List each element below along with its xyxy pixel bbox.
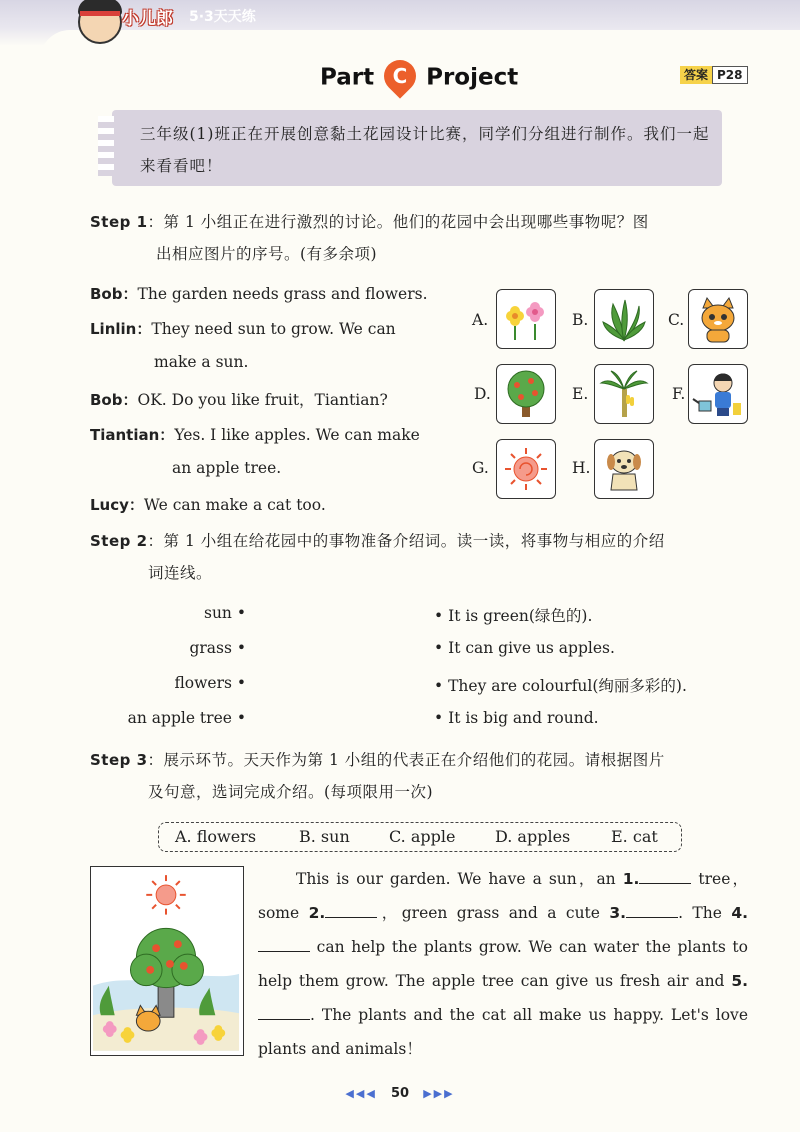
step2-instruction: Step 2：第 1 小组在给花园中的事物准备介绍词。读一读，将事物与相应的介绍 词连线。	[90, 532, 665, 582]
match-description[interactable]: • They are colourful(绚丽多彩的).	[434, 677, 687, 695]
match-word[interactable]: an apple tree •	[127, 709, 246, 727]
flowers-picture	[496, 289, 556, 349]
match-description[interactable]: • It is big and round.	[434, 709, 599, 727]
blank-4[interactable]	[258, 937, 310, 952]
binder-clip-icon	[98, 116, 114, 176]
header-wave	[40, 30, 800, 60]
blank-2[interactable]	[325, 903, 377, 918]
series-name: 5·3天天练	[189, 9, 256, 25]
word-bank	[158, 822, 682, 852]
dialog-line: make a sun.	[154, 353, 249, 371]
dialog-line: Bob：OK. Do you like fruit，Tiantian?	[90, 391, 388, 409]
step3-instruction: Step 3：展示环节。天天作为第 1 小组的代表正在介绍他们的花园。请根据图片 及句意，选词完成介绍。(每项限用一次)	[90, 751, 665, 801]
dialog-line: an apple tree.	[172, 459, 282, 477]
option-label: H.	[572, 459, 591, 477]
page-footer	[0, 1086, 800, 1101]
dialog-line: Tiantian：Yes. I like apples. We can make	[90, 426, 420, 444]
word-option: E. cat	[611, 827, 658, 846]
sun-picture	[496, 439, 556, 499]
dialog-line: Lucy：We can make a cat too.	[90, 496, 326, 514]
page-title: Part C Project	[320, 62, 518, 94]
match-word[interactable]: grass •	[189, 639, 246, 657]
option-label: G.	[472, 459, 489, 477]
option-label: F.	[672, 385, 686, 403]
grass-picture	[594, 289, 654, 349]
dialog-line: Bob：The garden needs grass and flowers.	[90, 285, 428, 303]
page-number: 50	[390, 1086, 410, 1101]
blank-3[interactable]	[626, 903, 678, 918]
word-option: B. sun	[299, 827, 350, 846]
word-option: A. flowers	[175, 827, 257, 846]
option-label: B.	[572, 311, 589, 329]
garden-scene-picture	[90, 866, 244, 1056]
intro-text: 三年级(1)班正在开展创意黏土花园设计比赛，同学们分组进行制作。我们一起来看看吧！	[140, 125, 710, 175]
prev-arrows-icon: ◀◀◀	[345, 1087, 377, 1100]
option-label: D.	[474, 385, 491, 403]
banana-tree-picture	[594, 364, 654, 424]
apple-tree-picture	[496, 364, 556, 424]
match-description[interactable]: • It can give us apples.	[434, 639, 615, 657]
cat-picture	[688, 289, 748, 349]
word-option: D. apples	[495, 827, 571, 846]
mascot-icon	[78, 0, 122, 44]
brand-name: 小儿郎	[122, 9, 173, 29]
option-label: C.	[668, 311, 685, 329]
dialog-line: Linlin：They need sun to grow. We can	[90, 320, 396, 338]
next-arrows-icon: ▶▶▶	[423, 1087, 455, 1100]
match-word[interactable]: flowers •	[174, 674, 246, 692]
match-word[interactable]: sun •	[204, 604, 246, 622]
blank-1[interactable]	[639, 869, 691, 884]
option-label: A.	[472, 311, 489, 329]
dog-picture	[594, 439, 654, 499]
match-description[interactable]: • It is green(绿色的).	[434, 607, 593, 625]
option-label: E.	[572, 385, 589, 403]
intro-box	[112, 110, 722, 186]
answer-ref: 答案 P28	[680, 66, 748, 83]
part-marker-icon: C	[377, 53, 422, 98]
step1-instruction: Step 1：第 1 小组正在进行激烈的讨论。他们的花园中会出现哪些事物呢？图 出相应图片的序号。(有多余项)	[90, 213, 649, 263]
boy-watering-picture	[688, 364, 748, 424]
word-option: C. apple	[389, 827, 456, 846]
reading-passage: This is our garden. We have a sun，an 1. tree，some 2. ，green grass and a cute 3. . The 4. can help the plants grow. We can water the plants to help them grow. The apple tree can give us fresh air and 5.. The plants and the cat all make us happy. Let's love plants and animals！	[258, 870, 748, 1058]
blank-5[interactable]	[258, 1005, 310, 1020]
